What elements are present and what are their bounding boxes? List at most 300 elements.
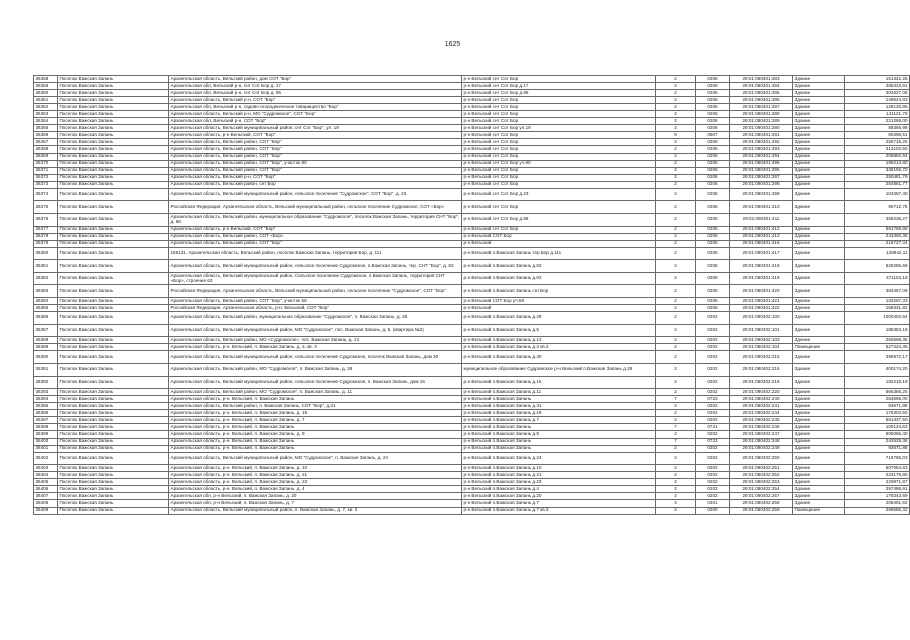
cell-record-id: 36370 [34, 160, 58, 167]
cell-normalized-address: р-н Вельский п.Важская Запань [462, 445, 656, 452]
cell-cadastral-number: 29:01:080401:413 [730, 233, 793, 240]
cell-object-type: Здание [793, 403, 845, 410]
cell-settlement: Поселок Важская Запань [58, 298, 169, 305]
cell-object-type: Здание [793, 213, 845, 226]
cell-group-code: 2 [656, 486, 696, 493]
cell-cadastral-value: 218727,34 [845, 240, 910, 247]
cell-record-id: 36376 [34, 213, 58, 226]
cell-subgroup-code: 0206 [696, 111, 730, 118]
cell-object-type: Здание [793, 351, 845, 364]
cell-group-code: 2 [656, 213, 696, 226]
cell-address: Российская Федерация, Архангельская область, р-н. Вельский, СОТ "Бор" [169, 305, 462, 312]
cell-cadastral-number: 29:01:080402:252 [730, 472, 793, 479]
cell-cadastral-value: 715765,03 [845, 452, 910, 465]
cell-cadastral-number: 29:01:080401:295 [730, 160, 793, 167]
table-row [34, 111, 910, 118]
cell-object-type: Здание [793, 201, 845, 214]
table-row [34, 431, 910, 438]
table-row [34, 298, 910, 305]
cell-normalized-address: муниципальное образование Судромское р-н Вельский п.Важская Запань д.28 [462, 364, 656, 377]
cell-group-code: 2 [656, 298, 696, 305]
cell-subgroup-code: 0206 [696, 76, 730, 83]
table-row [34, 479, 910, 486]
cell-cadastral-value: 90712,75 [845, 201, 910, 214]
cell-subgroup-code: 0202 [696, 445, 730, 452]
table-row [34, 132, 910, 139]
cell-address: Архангельская область, Вельский район, СОТ "Бор" [169, 240, 462, 247]
cell-address: Архангельская область, р-н. Вельский, п. Важская Запань, д. 9 [169, 431, 462, 438]
cell-address: Архангельская область, Вельский муниципальный район, сельское поселение Судромское, поселок Важская Запань, дом 30 [169, 351, 462, 364]
cell-object-type: Здание [793, 493, 845, 500]
cell-subgroup-code: 0206 [696, 298, 730, 305]
cell-cadastral-value: 196213,80 [845, 160, 910, 167]
cell-group-code: 2 [656, 324, 696, 337]
cell-address: Архангельская область, Вельский муниципальный район, сельское поселение "Судромское", СОТ "Бор", д. 23 [169, 188, 462, 201]
table-row [34, 410, 910, 417]
cell-object-type: Здание [793, 305, 845, 312]
cell-normalized-address: р-н Вельский п.Важская Запань д.3 кв.3 [462, 344, 656, 351]
cell-record-id: 36372 [34, 174, 58, 181]
cell-cadastral-number: 29:01:080402:248 [730, 438, 793, 445]
cell-record-id: 36390 [34, 351, 58, 364]
cell-settlement: Поселок Важская Запань [58, 125, 169, 132]
cell-normalized-address: р-н Вельский снт Сот Бор д.23 [462, 188, 656, 201]
cell-cadastral-value: 60396,51 [845, 132, 910, 139]
cell-subgroup-code: 0206 [696, 240, 730, 247]
cell-record-id: 36373 [34, 181, 58, 188]
cell-address: Архангельская область, р-н Вельский, СОТ "Бор" [169, 226, 462, 233]
cell-cadastral-number: 29:01:080401:418 [730, 260, 793, 273]
cell-record-id: 36389 [34, 344, 58, 351]
cell-group-code: 2 [656, 479, 696, 486]
cell-cadastral-number: 29:01:080401:296 [730, 167, 793, 174]
cell-record-id: 36369 [34, 153, 58, 160]
cell-record-id: 36388 [34, 337, 58, 344]
cell-subgroup-code: 0202 [696, 403, 730, 410]
cell-settlement: Поселок Важская Запань [58, 376, 169, 389]
table-row [34, 452, 910, 465]
cell-group-code: 2 [656, 472, 696, 479]
table-row [34, 118, 910, 125]
cell-normalized-address: р-н Вельский п.Важская Запань д.5 [462, 324, 656, 337]
cell-settlement: Поселок Важская Запань [58, 305, 169, 312]
cell-subgroup-code: 0206 [696, 181, 730, 188]
cell-cadastral-value: 128120,86 [845, 104, 910, 111]
cell-normalized-address: р-н Вельский п.Важская Запань д.21 [462, 472, 656, 479]
cell-settlement: Поселок Важская Запань [58, 139, 169, 146]
cell-subgroup-code: 0202 [696, 337, 730, 344]
cell-cadastral-value: 93671,86 [845, 403, 910, 410]
cell-record-id: 36400 [34, 438, 58, 445]
cell-settlement: Поселок Важская Запань [58, 324, 169, 337]
cell-subgroup-code: 0206 [696, 146, 730, 153]
cell-group-code: 2 [656, 181, 696, 188]
cell-record-id: 36382 [34, 272, 58, 285]
cell-normalized-address: р-н Вельский п.Важская Запань д.23 [462, 479, 656, 486]
cell-settlement: Поселок Важская Запань [58, 479, 169, 486]
table-row [34, 104, 910, 111]
cell-normalized-address: р-н Вельский снт Сот Бор [462, 111, 656, 118]
cell-settlement: Поселок Важская Запань [58, 410, 169, 417]
cell-cadastral-number: 29:01:080402:245 [730, 417, 793, 424]
cell-subgroup-code: 0202 [696, 376, 730, 389]
cell-settlement: Поселок Важская Запань [58, 188, 169, 201]
table-row [34, 260, 910, 273]
cell-group-code: 2 [656, 445, 696, 452]
cell-normalized-address: р-н Вельский п.Важская Запань д.7 [462, 500, 656, 507]
cell-subgroup-code: 0401 [696, 500, 730, 507]
cell-object-type: Здание [793, 364, 845, 377]
cell-subgroup-code: 0206 [696, 188, 730, 201]
table-row [34, 389, 910, 396]
cell-address: Архангельская область, Вельский район, СОТ "Бор" [169, 139, 462, 146]
cell-settlement: Поселок Важская Запань [58, 167, 169, 174]
cell-address: Архангельская область, Вельский район, СОТ "Бор", участок 80 [169, 160, 462, 167]
cell-cadastral-number: 29:01:080401:291 [730, 132, 793, 139]
cell-settlement: Поселок Важская Запань [58, 104, 169, 111]
table-row [34, 213, 910, 226]
cell-settlement: Поселок Важская Запань [58, 132, 169, 139]
cell-record-id: 36399 [34, 431, 58, 438]
cell-cadastral-number: 29:01:080401:421 [730, 298, 793, 305]
cell-object-type: Здание [793, 160, 845, 167]
cell-group-code: 2 [656, 389, 696, 396]
cell-cadastral-value: 176343,59 [845, 493, 910, 500]
cell-address: Архангельская область, Вельский район, дом СОТ "Бор" [169, 76, 462, 83]
cell-cadastral-value: 133287,33 [845, 298, 910, 305]
cell-object-type: Помещение [793, 507, 845, 514]
cell-normalized-address: р-н Вельский снт Сот Бор [462, 146, 656, 153]
cell-group-code: 2 [656, 111, 696, 118]
cell-subgroup-code: 0206 [696, 90, 730, 97]
cell-cadastral-number: 29:01:080402:240 [730, 396, 793, 403]
cell-normalized-address: р-н Вельский п.Важская Запань д.31 [462, 403, 656, 410]
cell-settlement: Поселок Важская Запань [58, 247, 169, 260]
table-row [34, 146, 910, 153]
cell-settlement: Поселок Важская Запань [58, 452, 169, 465]
cell-normalized-address: р-н Вельский снт Сот Бор д.17 [462, 83, 656, 90]
cell-settlement: Поселок Важская Запань [58, 344, 169, 351]
cell-subgroup-code: 0202 [696, 410, 730, 417]
cell-cadastral-value: 250481,76 [845, 174, 910, 181]
table-row [34, 344, 910, 351]
cell-object-type: Здание [793, 417, 845, 424]
cell-record-id: 36403 [34, 465, 58, 472]
cell-normalized-address: р-н Вельский снт Сот Бор [462, 104, 656, 111]
cell-object-type: Здание [793, 324, 845, 337]
cell-normalized-address: р-н Вельский п.Важская Запань [462, 424, 656, 431]
cell-normalized-address: р-н Вельский п.Важская Запань д.15 [462, 376, 656, 389]
cell-record-id: 36366 [34, 132, 58, 139]
cell-settlement: Поселок Важская Запань [58, 465, 169, 472]
cell-group-code: 7 [656, 424, 696, 431]
table-row [34, 465, 910, 472]
cell-cadastral-number: 29:01:080401:410 [730, 201, 793, 214]
cell-cadastral-value: 385323,91 [845, 83, 910, 90]
cell-cadastral-value: 591769,98 [845, 226, 910, 233]
cell-address: Архангельская область, р-н. Вельский, п. Важская Запань, д. 21 [169, 472, 462, 479]
cell-address: Архангельская область, р-н. Вельский, п. Важская Запань, д. 10 [169, 465, 462, 472]
cell-address: Архангельская область, Вельский район, МО «Судромское», пос. Важская Запань, д. 13 [169, 337, 462, 344]
cell-group-code: 2 [656, 139, 696, 146]
cell-normalized-address: р-н Вельский снт Сот Бор [462, 174, 656, 181]
cell-address: Архангельская область, Вельский район, СОТ "Бор" [169, 153, 462, 160]
cell-object-type: Здание [793, 125, 845, 132]
cell-subgroup-code: 0206 [696, 139, 730, 146]
cell-subgroup-code: 0202 [696, 389, 730, 396]
cell-settlement: Поселок Важская Запань [58, 486, 169, 493]
cell-group-code: 2 [656, 167, 696, 174]
cell-record-id: 36358 [34, 76, 58, 83]
cell-cadastral-number: 29:01:080402:247 [730, 431, 793, 438]
cell-address: Архангельская область, Вельский район, п. Важская Запань, СОТ "Бор", д.31 [169, 403, 462, 410]
cell-normalized-address: р-н Вельский снт Сот Бор д.95 [462, 90, 656, 97]
cell-cadastral-value: 242625,36 [845, 438, 910, 445]
cell-record-id: 36371 [34, 167, 58, 174]
cell-group-code: 2 [656, 493, 696, 500]
table-row [34, 486, 910, 493]
cell-address: Архангельская область, Вельский муниципальный район, МО "Судромское", пос. Важская Запань, д. 5, (квартира №2) [169, 324, 462, 337]
table-row [34, 493, 910, 500]
cell-cadastral-number: 29:01:080402:101 [730, 324, 793, 337]
cell-cadastral-value: 254696,00 [845, 396, 910, 403]
cell-cadastral-number: 29:01:080402:100 [730, 312, 793, 325]
cell-subgroup-code: 0206 [696, 83, 730, 90]
cell-cadastral-value: 313102,50 [845, 146, 910, 153]
cell-object-type: Здание [793, 181, 845, 188]
cell-cadastral-value: 243360,35 [845, 233, 910, 240]
cell-address: Архангельская область, р-н. Вельский, п. Важская Запань, д. 3, кв. 3 [169, 344, 462, 351]
cell-normalized-address: р-н Вельский СОТ Бор [462, 233, 656, 240]
cell-subgroup-code: 0507 [696, 132, 730, 139]
cell-cadastral-value: 208892,94 [845, 153, 910, 160]
cell-record-id: 36405 [34, 479, 58, 486]
cell-normalized-address: р-н Вельский п.Важская Запань д.30 [462, 351, 656, 364]
cell-normalized-address: р-н Вельский снт Сот Бор [462, 97, 656, 104]
cell-subgroup-code: 0206 [696, 305, 730, 312]
cell-address: Архангельская область, р-н. Вельский, п. Важская Запань, д. 19 [169, 410, 462, 417]
cell-subgroup-code: 0206 [696, 247, 730, 260]
cell-cadastral-number: 29:01:080402:216 [730, 364, 793, 377]
cell-group-code: 2 [656, 160, 696, 167]
cell-record-id: 36379 [34, 240, 58, 247]
cell-record-id: 36394 [34, 396, 58, 403]
cell-cadastral-number: 29:01:080401:294 [730, 153, 793, 160]
cell-record-id: 36385 [34, 305, 58, 312]
cell-settlement: Поселок Важская Запань [58, 272, 169, 285]
table-row [34, 364, 910, 377]
cell-cadastral-number: 29:01:080401:284 [730, 83, 793, 90]
cell-subgroup-code: 0206 [696, 97, 730, 104]
cell-object-type: Здание [793, 167, 845, 174]
cell-subgroup-code: 0202 [696, 417, 730, 424]
cell-cadastral-value: 221259,00 [845, 118, 910, 125]
cell-group-code: 2 [656, 83, 696, 90]
cell-subgroup-code: 0206 [696, 174, 730, 181]
cell-object-type: Здание [793, 146, 845, 153]
table-row [34, 376, 910, 389]
cell-record-id: 36360 [34, 90, 58, 97]
registry-table [33, 75, 910, 515]
cell-subgroup-code: 0206 [696, 213, 730, 226]
cell-address: Архангельская область, Вельский район, СОТ "Бор", участок 58 [169, 298, 462, 305]
cell-normalized-address: р-н Вельский п.Важская Запань д.62 [462, 260, 656, 273]
cell-record-id: 36381 [34, 260, 58, 273]
cell-subgroup-code: 0202 [696, 479, 730, 486]
cell-cadastral-value: 396972,17 [845, 351, 910, 364]
cell-object-type: Здание [793, 272, 845, 285]
cell-object-type: Здание [793, 445, 845, 452]
cell-settlement: Поселок Важская Запань [58, 90, 169, 97]
cell-object-type: Здание [793, 153, 845, 160]
cell-group-code: 2 [656, 201, 696, 214]
cell-record-id: 36384 [34, 298, 58, 305]
cell-settlement: Поселок Важская Запань [58, 226, 169, 233]
cell-group-code: 2 [656, 153, 696, 160]
cell-group-code: 2 [656, 417, 696, 424]
cell-settlement: Поселок Важская Запань [58, 153, 169, 160]
cell-object-type: Здание [793, 312, 845, 325]
cell-normalized-address: р-н Вельский [462, 305, 656, 312]
cell-settlement: Поселок Важская Запань [58, 417, 169, 424]
cell-object-type: Здание [793, 396, 845, 403]
cell-settlement: Поселок Важская Запань [58, 213, 169, 226]
cell-address: Архангельская обл, Вельский р-н, СОТ "Бор" [169, 118, 462, 125]
cell-cadastral-value: 151342,25 [845, 76, 910, 83]
cell-address: Архангельская область, Вельский район, снт Бор [169, 181, 462, 188]
cell-address: Архангельская область, Вельский р-н, МО "Судромское", СОТ "Бор" [169, 111, 462, 118]
cell-group-code: 2 [656, 233, 696, 240]
cell-settlement: Поселок Важская Запань [58, 146, 169, 153]
cell-settlement: Поселок Важская Запань [58, 76, 169, 83]
table-row [34, 396, 910, 403]
cell-record-id: 36367 [34, 139, 58, 146]
cell-group-code: 2 [656, 174, 696, 181]
cell-cadastral-number: 29:01:080402:257 [730, 493, 793, 500]
cell-cadastral-value: 356236,27 [845, 213, 910, 226]
cell-settlement: Поселок Важская Запань [58, 337, 169, 344]
cell-settlement: Поселок Важская Запань [58, 351, 169, 364]
cell-settlement: Поселок Важская Запань [58, 260, 169, 273]
cell-record-id: 36404 [34, 472, 58, 479]
cell-object-type: Здание [793, 376, 845, 389]
cell-subgroup-code: 0206 [696, 260, 730, 273]
cell-address: Архангельская область, р-н Вельский, СОТ "Бор" [169, 132, 462, 139]
cell-object-type: Здание [793, 139, 845, 146]
cell-record-id: 36398 [34, 424, 58, 431]
cell-cadastral-number: 29:01:080402:103 [730, 337, 793, 344]
cell-normalized-address: р-н Вельский п.Важская Запань д.24 [462, 452, 656, 465]
table-row [34, 181, 910, 188]
cell-object-type: Здание [793, 97, 845, 104]
cell-cadastral-value: 400174,20 [845, 364, 910, 377]
cell-group-code: 7 [656, 396, 696, 403]
cell-subgroup-code: 0202 [696, 312, 730, 325]
cell-settlement: Поселок Важская Запань [58, 493, 169, 500]
cell-group-code: 2 [656, 305, 696, 312]
registry-table-body [34, 76, 910, 515]
table-row [34, 240, 910, 247]
cell-group-code: 2 [656, 125, 696, 132]
table-row [34, 76, 910, 83]
cell-address: Архангельская область, р-н. Вельский, п. Важская Запань [169, 396, 462, 403]
table-row [34, 324, 910, 337]
cell-normalized-address: р-н Вельский п.Важская Запань д.13 [462, 337, 656, 344]
cell-normalized-address: р-н Вельский [462, 240, 656, 247]
cell-group-code: 2 [656, 337, 696, 344]
cell-settlement: Поселок Важская Запань [58, 174, 169, 181]
table-row [34, 188, 910, 201]
cell-normalized-address: р-н Вельский снт Сот Бор уч.80 [462, 160, 656, 167]
cell-subgroup-code: 0206 [696, 233, 730, 240]
cell-subgroup-code: 0723 [696, 396, 730, 403]
cell-object-type: Здание [793, 479, 845, 486]
cell-cadastral-value: 336155,70 [845, 167, 910, 174]
cell-normalized-address: р-н Вельский снт Сот Бор д.68 [462, 213, 656, 226]
cell-cadastral-value: 383457,05 [845, 285, 910, 298]
cell-object-type: Здание [793, 174, 845, 181]
cell-record-id: 36374 [34, 188, 58, 201]
cell-cadastral-value: 128942,11 [845, 247, 910, 260]
cell-cadastral-value: 605065,40 [845, 431, 910, 438]
cell-normalized-address: р-н Вельский п.Важская Запань д.19 [462, 410, 656, 417]
cell-record-id: 36365 [34, 125, 58, 132]
cell-object-type: Здание [793, 410, 845, 417]
cell-cadastral-number: 29:01:080401:293 [730, 146, 793, 153]
cell-cadastral-value: 220871,87 [845, 479, 910, 486]
cell-cadastral-number: 29:01:080401:290 [730, 125, 793, 132]
cell-group-code: 2 [656, 272, 696, 285]
cell-settlement: Поселок Важская Запань [58, 111, 169, 118]
cell-address: Архангельская область, р-н. Вельский, п. Важская Запань, д. 23 [169, 479, 462, 486]
cell-normalized-address: р-н Вельский снт Сот Бор [462, 76, 656, 83]
cell-normalized-address: р-н Вельский п.Важская Запань д.4 [462, 486, 656, 493]
cell-settlement: Поселок Важская Запань [58, 118, 169, 125]
cell-address: Российская Федерация, Архангельская область, Вельский муниципальный район, сельское поселение "Судромское", СОТ "Бор" [169, 285, 462, 298]
cell-address: Архангельская область, Вельский муниципальный район, Сельское поселение Судромское, п.Важская Запань, территория СНТ «Бор», строение 63 [169, 272, 462, 285]
cell-address: Архангельская область, р-н. Вельский, п. Важская Запань [169, 438, 462, 445]
cell-cadastral-number: 29:01:080402:220 [730, 389, 793, 396]
cell-cadastral-number: 29:01:080401:297 [730, 174, 793, 181]
cell-cadastral-value: 561337,50 [845, 417, 910, 424]
cell-normalized-address: р-н Вельский снт Сот Бор [462, 226, 656, 233]
cell-cadastral-value: 100124,63 [845, 424, 910, 431]
cell-cadastral-value: 205491,62 [845, 500, 910, 507]
cell-address: Архангельская область, Вельский р-н, СОТ "Бор" [169, 97, 462, 104]
cell-normalized-address: р-н Вельский снт Сот Бор ул.19 [462, 125, 656, 132]
cell-object-type: Здание [793, 104, 845, 111]
cell-record-id: 36368 [34, 146, 58, 153]
cell-subgroup-code: 0202 [696, 493, 730, 500]
cell-record-id: 36361 [34, 97, 58, 104]
cell-settlement: Поселок Важская Запань [58, 240, 169, 247]
cell-cadastral-number: 29:01:080402:104 [730, 344, 793, 351]
cell-record-id: 36393 [34, 389, 58, 396]
cell-subgroup-code: 0723 [696, 438, 730, 445]
cell-object-type: Здание [793, 472, 845, 479]
table-row [34, 424, 910, 431]
cell-record-id: 36383 [34, 285, 58, 298]
cell-subgroup-code: 0721 [696, 424, 730, 431]
cell-cadastral-number: 29:01:080401:422 [730, 305, 793, 312]
cell-cadastral-number: 29:01:080402:249 [730, 445, 793, 452]
cell-object-type: Здание [793, 83, 845, 90]
cell-cadastral-number: 29:01:080402:254 [730, 486, 793, 493]
cell-object-type: Здание [793, 438, 845, 445]
cell-object-type: Здание [793, 260, 845, 273]
table-row [34, 90, 910, 97]
cell-address: Архангельская область, Вельский район, МО "Судромское", п. Важская Запань, д. 11 [169, 389, 462, 396]
